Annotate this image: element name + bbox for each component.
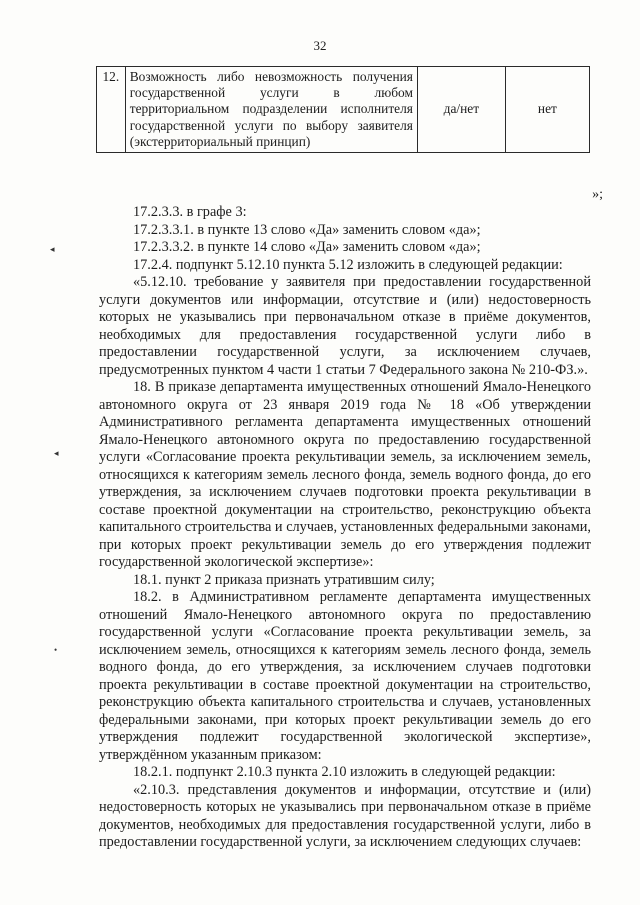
paragraph: 18.1. пункт 2 приказа признать утратившим силу;	[133, 571, 435, 588]
document-body	[99, 204, 591, 852]
paragraph: 17.2.3.3.2. в пункте 14 слово «Да» заменить словом «да»;	[133, 239, 481, 255]
closing-quote: »;	[592, 187, 603, 202]
paragraph: «2.10.3. представления документов и информации, отсутствие и (или) недостоверность которых не указывались при первоначальном отказе в приёме документов, необходимых для предоставления государственной услуги, либо в предоставлении государственной услуги, за исключением следующих случаев:	[99, 781, 591, 850]
paragraph: 18. В приказе департамента имущественных отношений Ямало-Ненецкого автономного округа от 23 января 2019 года № 18 «Об утверждении Административного регламента департамента имущественных отношений Ямало-Ненецкого автономного округа по предоставлению государственной услуги «Согласование проекта рекультивации земель, за исключением земель, относящихся к категориям земель лесного фонда, земель водного фонда, до его утверждения, за исключением случаев подготовки проекта рекультивации в составе проектной документации на строительство, реконструкцию объекта капитального строительства и случаев, установленных федеральными законами, при которых проект рекультивации земель до его утверждения подлежит государственной экологической экспертизе»:	[99, 379, 591, 570]
paragraph: «5.12.10. требование у заявителя при предоставлении государственной услуги документов или информации, отсутствие и (или) недостоверность которых не указывались при первоначальном отказе в приёме документов, необходимых для предоставления государственной услуги либо в предоставлении государственной услуги, за исключением случаев, предусмотренных пунктом 4 части 1 статьи 7 Федерального закона № 210-ФЗ.».	[99, 274, 591, 378]
table-row	[97, 67, 590, 153]
paragraph: 17.2.4. подпункт 5.12.10 пункта 5.12 изложить в следующей редакции:	[133, 256, 563, 273]
page-number: 32	[313, 38, 327, 53]
row-number: 12.	[97, 67, 126, 153]
row-description: Возможность либо невозможность получения государственной услуги в любом территориальном подразделении исполнителя государственной услуги по выбору заявителя (экстерриториальный принцип)	[125, 67, 417, 153]
margin-mark: ◂	[50, 244, 55, 254]
margin-mark: ◂	[54, 448, 59, 458]
row-value-1: да/нет	[417, 67, 505, 153]
row-value-2: нет	[505, 67, 589, 153]
paragraph: 18.2.1. подпункт 2.10.3 пункта 2.10 изложить в следующей редакции:	[133, 764, 556, 780]
margin-mark: •	[54, 645, 58, 655]
service-table	[96, 66, 590, 153]
paragraph: 18.2. в Административном регламенте департамента имущественных отношений Ямало-Ненецкого автономного округа по предоставлению государственной услуги «Согласование проекта рекультивации земель, за исключением земель, относящихся к категориям земель лесного фонда, земель водного фонда, до его утверждения, за исключением случаев подготовки проекта рекультивации в составе проектной документации на строительство, реконструкцию объекта капитального строительства и случаев, установленных федеральными законами, при которых проект рекультивации земель до его утверждения подлежит государственной экологической экспертизе», утверждённом указанным приказом:	[99, 589, 591, 763]
paragraph: 17.2.3.3. в графе 3:	[133, 204, 247, 220]
paragraph: 17.2.3.3.1. в пункте 13 слово «Да» заменить словом «да»;	[133, 221, 481, 238]
